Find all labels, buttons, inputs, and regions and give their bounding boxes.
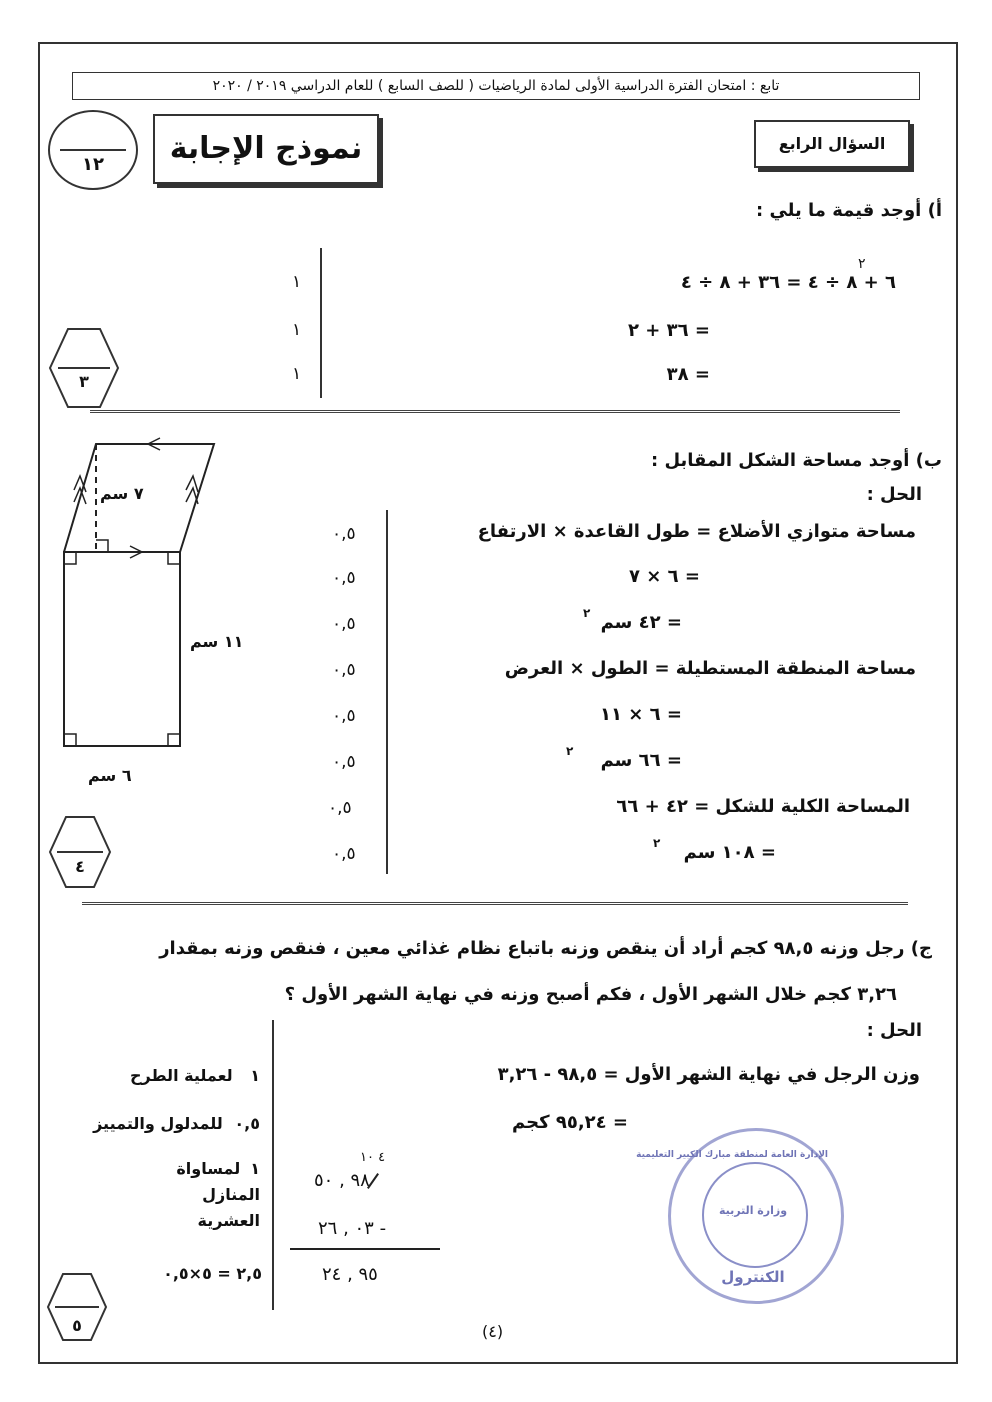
exam-header: تابع : امتحان الفترة الدراسية الأولى لمادة الرياضيات ( للصف السابع ) للعام الدراسي ٢٠١٩ / ٢٠٢٠ — [72, 72, 920, 100]
part-a-exponent: ٢ — [858, 256, 866, 272]
part-a-score-hexagon — [48, 327, 120, 409]
composite-shape-figure — [50, 428, 240, 758]
part-b-line-3-power: ٢ — [583, 606, 591, 620]
stamp-bottom-text: الكنترول — [721, 1268, 785, 1286]
part-b-line-2: = ٦ × ٧ — [629, 566, 700, 587]
part-a-mark-2: ١ — [292, 320, 302, 340]
part-b-line-5: = ٦ × ١١ — [600, 704, 682, 725]
part-c-line-2: = ٩٥,٢٤ كجم — [512, 1112, 628, 1133]
part-b-mark-2: ٠,٥ — [332, 568, 356, 588]
part-b-solution-label: الحل : — [866, 484, 922, 505]
part-b-mark-3: ٠,٥ — [332, 614, 356, 634]
figure-side-label: ١١ سم — [190, 632, 244, 651]
part-b-mark-6: ٠,٥ — [332, 752, 356, 772]
part-c-mark-3-value: ١ — [250, 1159, 260, 1178]
figure-height-label: ٧ سم — [100, 484, 144, 503]
column-bottom: ٠٣ , ٢٦ - — [318, 1218, 387, 1239]
column-top: ٩٨ , ٥٠ — [314, 1170, 370, 1191]
page-title: نموذج الإجابة — [153, 114, 379, 184]
part-b-mark-7: ٠,٥ — [328, 798, 352, 818]
part-b-prompt: ب) أوجد مساحة الشكل المقابل : — [651, 450, 942, 471]
separator-2 — [82, 902, 908, 905]
part-b-divider — [386, 510, 388, 874]
figure-base-label: ٦ سم — [88, 766, 132, 785]
part-b-line-1: مساحة متوازي الأضلاع = طول القاعدة × الارتفاع — [477, 521, 916, 542]
part-b-mark-1: ٠,٥ — [332, 524, 356, 544]
part-a-divider — [320, 248, 322, 398]
part-a-line-3: = ٣٨ — [666, 364, 710, 385]
part-b-line-3: = ٤٢ سم — [600, 612, 682, 633]
column-rule — [290, 1248, 440, 1250]
part-a-mark-3: ١ — [292, 364, 302, 384]
part-c-score: ٥ — [72, 1316, 82, 1335]
part-c-line-1: وزن الرجل في نهاية الشهر الأول = ٩٨,٥ - ٣,٢٦ — [497, 1064, 920, 1085]
total-score-circle — [48, 110, 138, 190]
part-c-divider — [272, 1020, 274, 1310]
part-a-prompt: أ) أوجد قيمة ما يلي : — [756, 200, 942, 221]
separator-1 — [90, 410, 900, 413]
part-a-score: ٣ — [79, 372, 89, 391]
column-result: ٩٥ , ٢٤ — [322, 1264, 378, 1285]
part-c-mark-2-label: للمدلول والتمييز — [93, 1114, 223, 1133]
part-c-mark-2-value: ٠,٥ — [234, 1114, 260, 1133]
part-a-line-1: ٦ + ٨ ÷ ٤ = ٣٦ + ٨ ÷ ٤ — [680, 272, 896, 293]
total-score: ١٢ — [82, 154, 104, 175]
question-label: السؤال الرابع — [754, 120, 910, 168]
part-c-mark-1-label: لعملية الطرح — [129, 1066, 233, 1085]
part-c-prompt-line-1: ج) رجل وزنه ٩٨,٥ كجم أراد أن ينقص وزنه باتباع نظام غذائي معين ، فنقص وزنه بمقدار — [159, 938, 932, 959]
part-c-mark-1-value: ١ — [250, 1066, 260, 1085]
part-c-solution-label: الحل : — [866, 1020, 922, 1041]
part-c-mark-3-label: لمساواة المنازل العشرية — [176, 1159, 260, 1230]
page-number: (٤) — [482, 1322, 504, 1341]
part-b-score: ٤ — [75, 857, 85, 876]
column-carry: ٤ ١٠ — [360, 1150, 386, 1165]
part-b-line-7: المساحة الكلية للشكل = ٤٢ + ٦٦ — [616, 796, 910, 817]
part-a-mark-1: ١ — [292, 272, 302, 292]
part-b-mark-4: ٠,٥ — [332, 660, 356, 680]
part-b-mark-5: ٠,٥ — [332, 706, 356, 726]
part-b-line-8-power: ٢ — [653, 836, 661, 850]
stamp-top-text: الإدارة العامة لمنطقة مبارك الكبير التعليمية — [636, 1150, 828, 1160]
part-c-mark-1 — [130, 1066, 260, 1085]
part-c-mark-3 — [150, 1156, 260, 1234]
part-c-mark-2 — [93, 1114, 260, 1133]
part-b-mark-8: ٠,٥ — [332, 844, 356, 864]
part-b-line-6: = ٦٦ سم — [600, 750, 682, 771]
part-b-score-hexagon — [48, 815, 112, 889]
part-c-total-calc: ٢,٥ = ٥×٠,٥ — [163, 1264, 262, 1283]
part-a-line-2: = ٣٦ + ٢ — [628, 320, 710, 341]
part-b-line-6-power: ٢ — [566, 744, 574, 758]
part-b-line-8: = ١٠٨ سم — [683, 842, 776, 863]
part-b-line-4: مساحة المنطقة المستطيلة = الطول × العرض — [504, 658, 916, 679]
stamp-center-text: وزارة التربية — [718, 1204, 788, 1217]
part-c-prompt-line-2: ٣,٢٦ كجم خلال الشهر الأول ، فكم أصبح وزنه في نهاية الشهر الأول ؟ — [284, 984, 897, 1005]
